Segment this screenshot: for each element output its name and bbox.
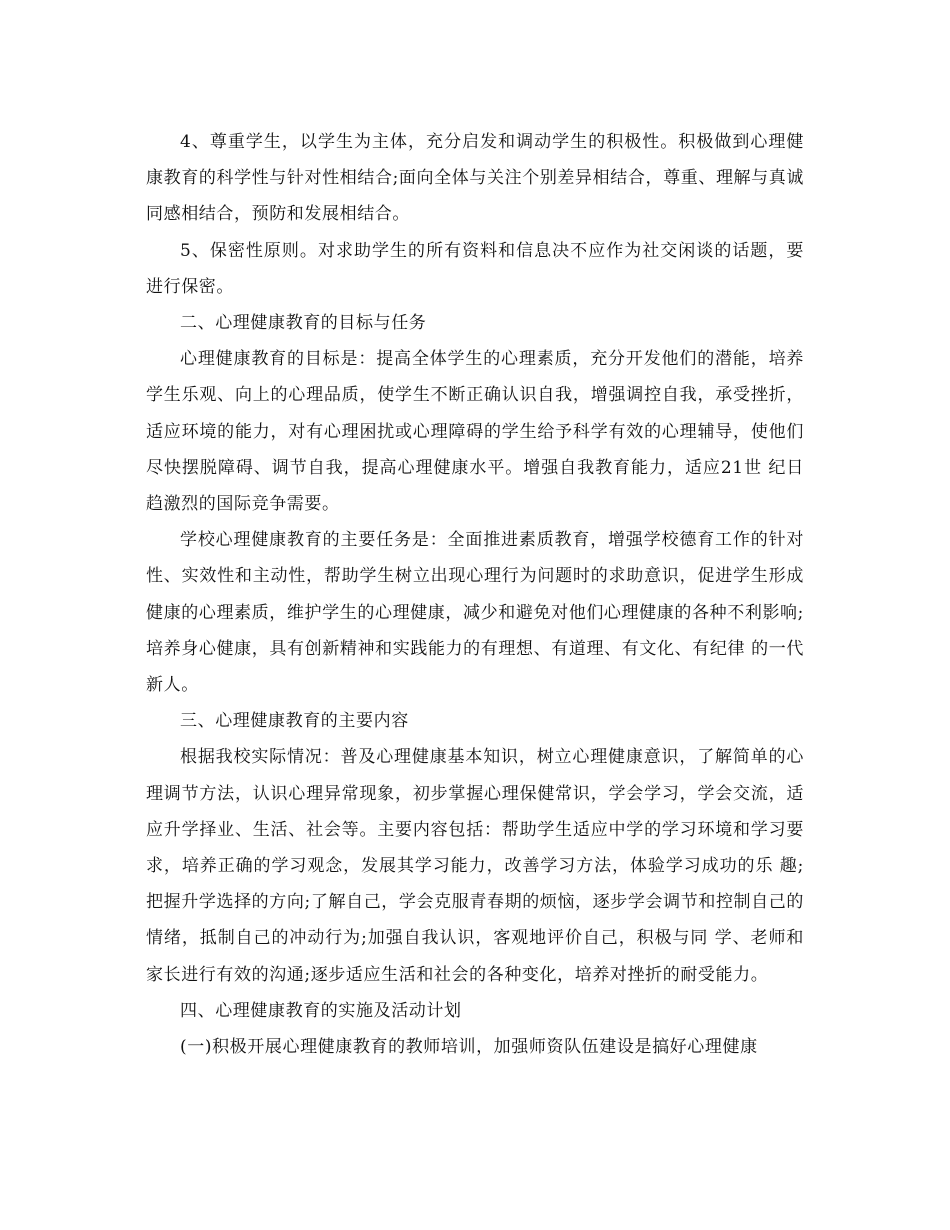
paragraph-content: 根据我校实际情况：普及心理健康基本知识，树立心理健康意识，了解简单的心理调节方法，认识心理异常现象，初步掌握心理保健常识，学会学习，学会交流，适 应升学择业、生活、社会等。主要内容包括：帮助学生适应中学的学习环境和学习要求，培养正确的学习观念，发展其学习能力，改善学习方法，体验学习成功的乐 趣;把握升学选择的方向;了解自己，学会克服青春期的烦恼，逐步学会调节和控制自己的情绪，抵制自己的冲动行为;加强自我认识，客观地评价自己，积极与同 学、老师和家长进行有效的沟通;逐步适应生活和社会的各种变化，培养对挫折的耐受能力。 xyxy=(146,747,804,985)
section-heading-content: 三、心理健康教育的主要内容 xyxy=(180,711,409,732)
paragraph-teacher-training: (一)积极开展心理健康教育的教师培训，加强师资队伍建设是搞好心理健康 xyxy=(180,1037,758,1058)
section-heading-implementation: 四、心理健康教育的实施及活动计划 xyxy=(180,1000,462,1021)
paragraph-principle-5: 5、保密性原则。对求助学生的所有资料和信息决不应作为社交闲谈的话题，要进行保密。 xyxy=(146,240,804,297)
paragraph-tasks: 学校心理健康教育的主要任务是：全面推进素质教育，增强学校德育工作的针对性、实效性和主动性，帮助学生树立出现心理行为问题时的求助意识，促进学生形成 健康的心理素质，维护学生的心理健康，减少和避免对他们心理健康的各种不利影响;培养身心健康，具有创新精神和实践能力的有理想、有道理、有文化、有纪律 的一代新人。 xyxy=(146,530,804,696)
document-page xyxy=(146,124,804,1065)
paragraph-principle-4: 4、尊重学生，以学生为主体，充分启发和调动学生的积极性。积极做到心理健康教育的科学性与针对性相结合;面向全体与关注个别差异相结合，尊重、理解与真诚同感相结合，预防和发展相结合。 xyxy=(146,132,804,225)
paragraph-goals: 心理健康教育的目标是：提高全体学生的心理素质，充分开发他们的潜能，培养学生乐观、向上的心理品质，使学生不断正确认识自我，增强调控自我，承受挫折， 适应环境的能力，对有心理困扰或心理障碍的学生给予科学有效的心理辅导，使他们尽快摆脱障碍、调节自我，提高心理健康水平。增强自我教育能力，适应21世 纪日趋激烈的国际竞争需要。 xyxy=(146,349,804,515)
section-heading-goals: 二、心理健康教育的目标与任务 xyxy=(180,313,427,334)
